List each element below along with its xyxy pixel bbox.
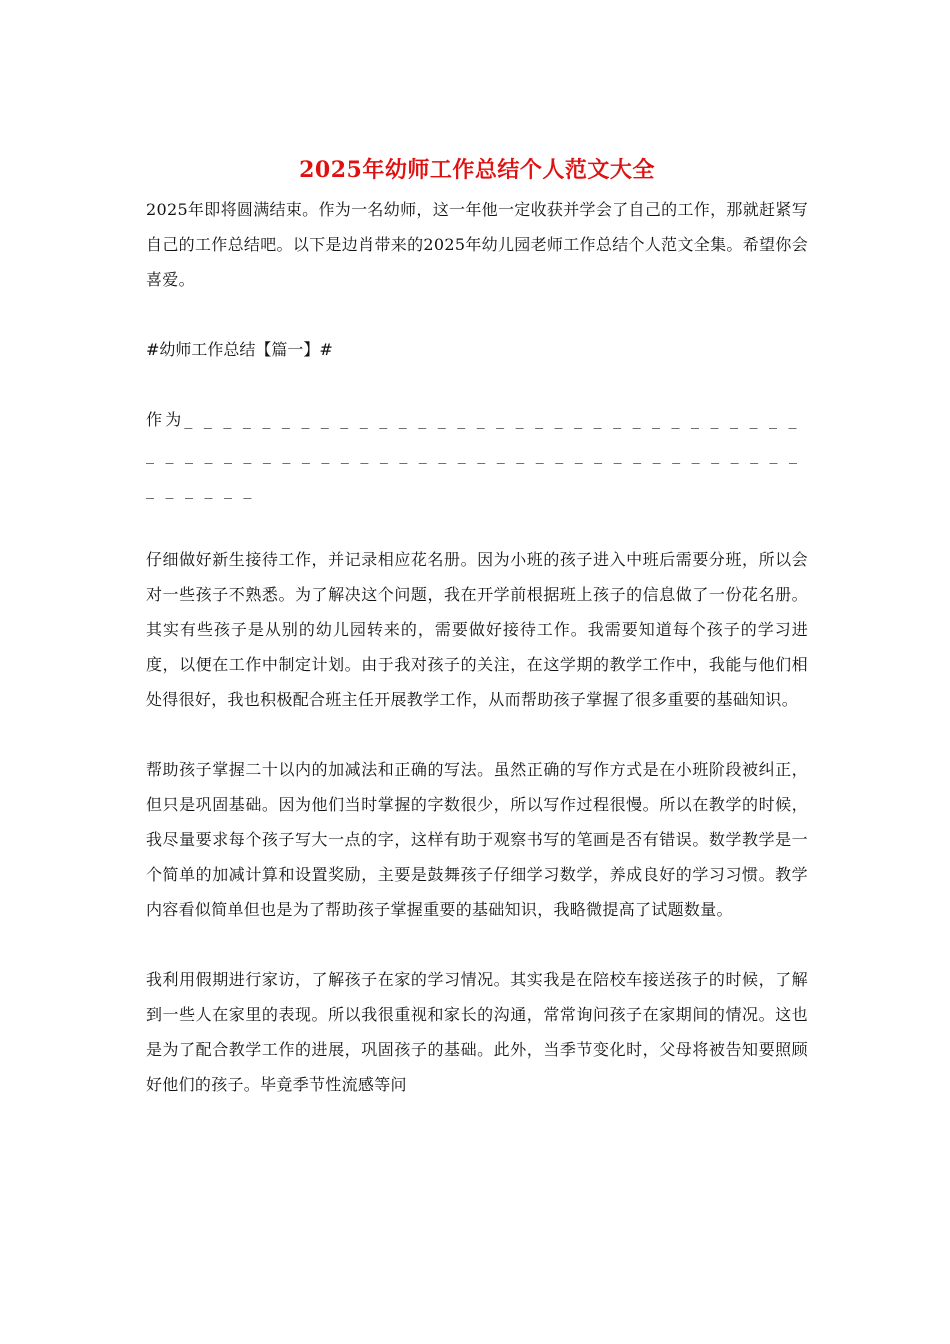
- body-paragraph-1: 仔细做好新生接待工作，并记录相应花名册。因为小班的孩子进入中班后需要分班，所以会对一些孩子不熟悉。为了解决这个问题，我在开学前根据班上孩子的信息做了一份花名册。其实有些孩子是从别的幼儿园转来的，需要做好接待工作。我需要知道每个孩子的学习进度，以便在工作中制定计划。由于我对孩子的关注，在这学期的教学工作中，我能与他们相处得很好，我也积极配合班主任开展教学工作，从而帮助孩子掌握了很多重要的基础知识。: [146, 550, 808, 709]
- body-paragraph-3: 我利用假期进行家访，了解孩子在家的学习情况。其实我是在陪校车接送孩子的时候，了解到一些人在家里的表现。所以我很重视和家长的沟通，常常询问孩子在家期间的情况。这也是为了配合教学工作的进展，巩固孩子的基础。此外，当季节变化时，父母将被告知要照顾好他们的孩子。毕竟季节性流感等问: [146, 970, 808, 1094]
- intro-paragraph: 2025年即将圆满结束。作为一名幼师，这一年他一定收获并学会了自己的工作，那就赶紧写自己的工作总结吧。以下是边肖带来的2025年幼儿园老师工作总结个人范文全集。希望你会喜爱。: [146, 200, 808, 289]
- document-body: [146, 150, 808, 1102]
- blank-fill-line: 作为_ _ _ _ _ _ _ _ _ _ _ _ _ _ _ _ _ _ _ _ _ _ _ _ _ _ _ _ _ _ _ _ _ _ _ _ _ _ _ _ _ _ _ _ _ _ _ _ _ _ _ _ _ _ _ _ _ _ _ _ _ _ _ _ _ _ _ _ _ _ _ _: [146, 410, 801, 499]
- body-paragraph-2: 帮助孩子掌握二十以内的加减法和正确的写法。虽然正确的写作方式是在小班阶段被纠正，但只是巩固基础。因为他们当时掌握的字数很少，所以写作过程很慢。所以在教学的时候，我尽量要求每个孩子写大一点的字，这样有助于观察书写的笔画是否有错误。数学教学是一个简单的加减计算和设置奖励，主要是鼓舞孩子仔细学习数学，养成良好的学习习惯。教学内容看似简单但也是为了帮助孩子掌握重要的基础知识，我略微提高了试题数量。: [146, 760, 808, 919]
- section-heading: #幼师工作总结【篇一】#: [146, 340, 333, 359]
- document-title: 2025年幼师工作总结个人范文大全: [299, 157, 655, 183]
